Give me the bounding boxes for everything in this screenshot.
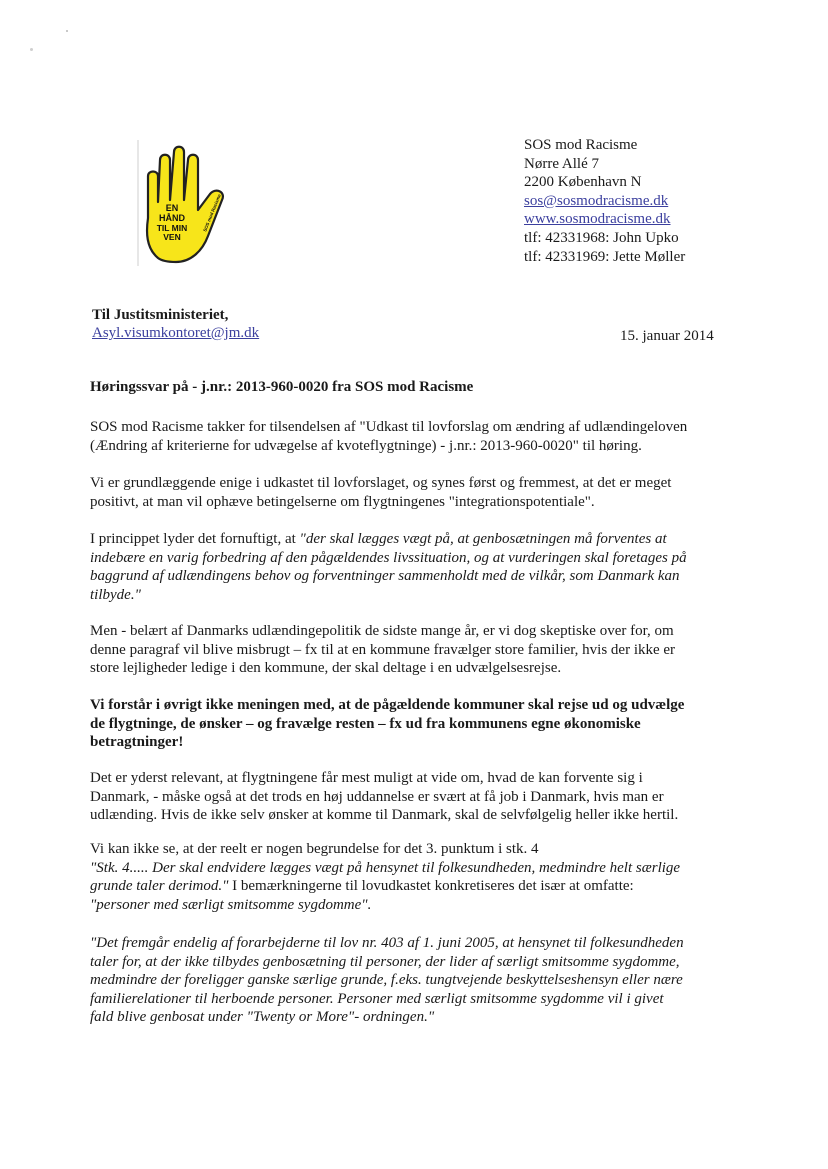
paragraph-line: Vi er grundlæggende enige i udkastet til lovforslaget, og synes først og fremmest, at det er meget [90, 475, 672, 491]
hand-logo-icon [136, 140, 236, 266]
quoted-text: "personer med særligt smitsomme sygdomme". [90, 896, 372, 913]
quoted-text: taler for, at der ikke tilbydes genbosætning til personer, der lider af særligt smitsomme sygdomme, [90, 953, 680, 970]
logo-text-line: EN [165, 203, 179, 213]
sender-phone: tlf: 42331969: Jette Møller [524, 248, 686, 265]
paragraph-line: udlænding. Hvis de ikke selv ønsker at komme til Danmark, skal de selvfølgelig heller ikke hertil. [90, 807, 679, 823]
sender-city: 2200 København N [524, 174, 642, 191]
recipient-block [92, 306, 259, 342]
organization-logo [136, 140, 236, 266]
paragraph-line: Men - belært af Danmarks udlændingepolitik de sidste mange år, er vi dog skeptiske over for, om [90, 623, 674, 639]
paragraph-quote [90, 530, 730, 604]
paragraph-line: (Ændring af kriterierne for udvægelse af kvoteflygtninge) - j.nr.: 2013-960-0020" til høring. [90, 437, 642, 454]
quoted-text: indebære en varig forbedring af den pågældendes livssituation, og at vurderingen skal foretages på [90, 549, 687, 566]
quoted-text: baggrund af udlændingens behov og forventninger sammenholdt med de vilkår, som Danmark kan [90, 568, 680, 584]
logo-text-line: TIL MIN [156, 223, 188, 233]
paragraph-line: de flygtninge, de ønsker – og fravælge resten – fx ud fra kommunens egne økonomiske [90, 715, 641, 732]
paragraph [90, 622, 730, 678]
sender-web-link[interactable]: www.sosmodracisme.dk [524, 211, 671, 228]
paragraph-line: Danmark, - måske også at det trods en høj uddannelse er svært at få job i Danmark, hvis man er [90, 788, 664, 805]
paragraph [90, 840, 730, 914]
scan-speck [66, 30, 68, 32]
logo-text-line: HÅND [159, 213, 185, 223]
paragraph-line: betragtninger! [90, 734, 184, 750]
paragraph-quote [90, 934, 730, 1027]
paragraph-line: denne paragraf vil blive misbrugt – fx til at en kommune fravælger store familier, hvis der ikke er [90, 641, 676, 658]
sender-street: Nørre Allé 7 [524, 155, 599, 172]
paragraph-line: SOS mod Racisme takker for tilsendelsen af "Udkast til lovforslag om ændring af udlændingeloven [90, 419, 688, 435]
paragraph-line: Vi forstår i øvrigt ikke meningen med, at de pågældende kommuner skal rejse ud og udvælge [90, 697, 685, 713]
paragraph-line: positivt, at man vil ophæve betingelserne om flygtningenes "integrationspotentiale". [90, 493, 595, 510]
paragraph [90, 418, 730, 455]
quoted-text: "der skal lægges vægt på, at genbosætningen må forventes at [299, 531, 667, 547]
sender-address-block [524, 136, 685, 266]
logo-side-text: SOS mod Racisme [202, 193, 222, 233]
quoted-text: tilbyde." [90, 586, 141, 603]
scan-speck [30, 48, 33, 51]
paragraph-line: Det er yderst relevant, at flygtningene får mest muligt at vide om, hvad de kan forvente sig i [90, 770, 643, 786]
paragraph-emphasis [90, 696, 730, 752]
sender-phone: tlf: 42331968: John Upko [524, 229, 679, 246]
paragraph [90, 769, 730, 825]
paragraph-text: I princippet lyder det fornuftigt, at [90, 531, 300, 547]
recipient-email-link[interactable]: Asyl.visumkontoret@jm.dk [92, 325, 260, 341]
recipient-name: Til Justitsministeriet, [92, 307, 229, 323]
paragraph-line: Vi kan ikke se, at der reelt er nogen begrundelse for det 3. punktum i stk. 4 [90, 841, 539, 857]
paragraph [90, 474, 730, 511]
paragraph-line: store lejligheder ledige i den kommune, der skal deltage i en udvælgelsesrejse. [90, 660, 562, 676]
quoted-text: "Stk. 4..... Der skal endvidere lægges vægt på hensynet til folkesundheden, medmindre helt særlige [90, 859, 681, 876]
quoted-text: "Det fremgår endelig af forarbejderne til lov nr. 403 af 1. juni 2005, at hensynet til folkesundheden [90, 935, 684, 951]
quoted-text: grunde taler derimod." [90, 878, 229, 894]
quoted-text: medmindre der foreligger ganske særlige grunde, f.eks. tungtvejende beskyttelseshensyn eller nære [90, 972, 683, 988]
logo-text-line: VEN [163, 232, 181, 242]
letter-subject: Høringssvar på - j.nr.: 2013-960-0020 fra SOS mod Racisme [90, 379, 474, 395]
sender-email-link[interactable]: sos@sosmodracisme.dk [524, 192, 669, 209]
letter-date: 15. januar 2014 [620, 328, 714, 344]
paragraph-text: I bemærkningerne til lovudkastet konkretiseres det især at omfatte: [228, 878, 634, 894]
quoted-text: familierelationer til herboende personer. Personer med særligt smitsomme sygdomme vil i givet [90, 990, 664, 1007]
sender-name: SOS mod Racisme [524, 137, 638, 153]
quoted-text: fald blive genbosat under "Twenty or More"- ordningen." [90, 1009, 435, 1025]
